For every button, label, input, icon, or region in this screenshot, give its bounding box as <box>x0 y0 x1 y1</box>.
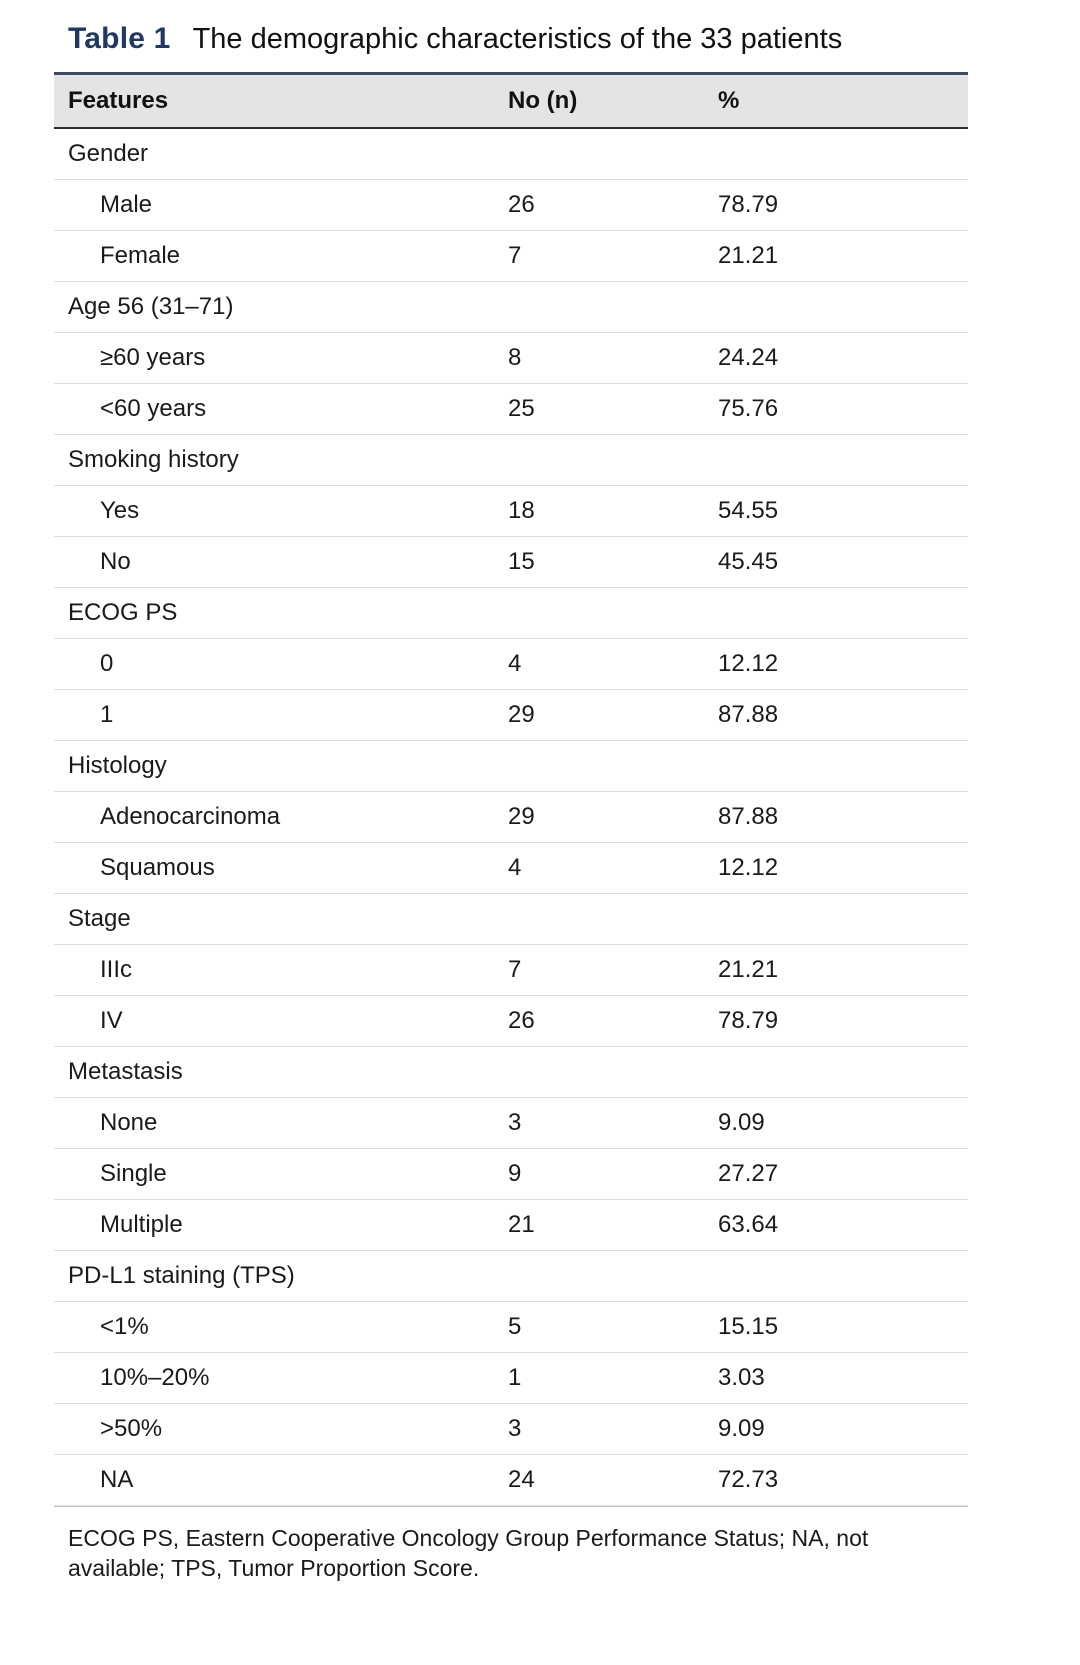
cell-percent: 87.88 <box>704 690 968 741</box>
cell-percent <box>704 588 968 639</box>
table-row <box>54 588 968 639</box>
cell-feature: ECOG PS <box>54 588 494 639</box>
cell-feature: Smoking history <box>54 435 494 486</box>
cell-percent: 24.24 <box>704 333 968 384</box>
cell-percent: 9.09 <box>704 1404 968 1455</box>
cell-feature: Single <box>54 1149 494 1200</box>
table-row <box>54 690 968 741</box>
table-row <box>54 537 968 588</box>
table-row <box>54 333 968 384</box>
table-row <box>54 486 968 537</box>
cell-feature: Female <box>54 231 494 282</box>
cell-feature: None <box>54 1098 494 1149</box>
cell-no: 18 <box>494 486 704 537</box>
table-row <box>54 639 968 690</box>
cell-percent <box>704 128 968 180</box>
cell-feature: PD-L1 staining (TPS) <box>54 1251 494 1302</box>
table-row <box>54 1404 968 1455</box>
table-row <box>54 128 968 180</box>
cell-percent <box>704 894 968 945</box>
cell-percent: 45.45 <box>704 537 968 588</box>
cell-percent: 12.12 <box>704 843 968 894</box>
cell-no <box>494 128 704 180</box>
cell-no: 29 <box>494 690 704 741</box>
cell-feature: NA <box>54 1455 494 1506</box>
table-caption: The demographic characteristics of the 33 patients <box>192 23 843 55</box>
cell-no: 7 <box>494 945 704 996</box>
cell-percent: 72.73 <box>704 1455 968 1506</box>
table-row <box>54 282 968 333</box>
cell-percent <box>704 1251 968 1302</box>
cell-percent: 75.76 <box>704 384 968 435</box>
cell-percent: 12.12 <box>704 639 968 690</box>
table-header <box>54 75 968 128</box>
cell-feature: ≥60 years <box>54 333 494 384</box>
cell-feature: 10%–20% <box>54 1353 494 1404</box>
cell-percent: 63.64 <box>704 1200 968 1251</box>
table-body <box>54 128 968 1506</box>
cell-feature: Gender <box>54 128 494 180</box>
cell-no: 3 <box>494 1098 704 1149</box>
demographics-table <box>54 75 968 1506</box>
table-row <box>54 741 968 792</box>
cell-feature: IV <box>54 996 494 1047</box>
cell-percent: 78.79 <box>704 996 968 1047</box>
cell-no: 25 <box>494 384 704 435</box>
table-row <box>54 231 968 282</box>
cell-feature: <1% <box>54 1302 494 1353</box>
cell-feature: Yes <box>54 486 494 537</box>
cell-percent: 21.21 <box>704 945 968 996</box>
table-row <box>54 945 968 996</box>
cell-percent: 87.88 <box>704 792 968 843</box>
cell-feature: 1 <box>54 690 494 741</box>
table-row <box>54 792 968 843</box>
cell-percent: 54.55 <box>704 486 968 537</box>
cell-no <box>494 741 704 792</box>
cell-no: 29 <box>494 792 704 843</box>
cell-no: 9 <box>494 1149 704 1200</box>
cell-no: 1 <box>494 1353 704 1404</box>
cell-percent: 9.09 <box>704 1098 968 1149</box>
table-row <box>54 1047 968 1098</box>
table-row <box>54 1251 968 1302</box>
cell-no <box>494 1047 704 1098</box>
cell-no <box>494 588 704 639</box>
column-header-no: No (n) <box>494 75 704 128</box>
cell-percent <box>704 1047 968 1098</box>
cell-feature: Squamous <box>54 843 494 894</box>
cell-percent: 27.27 <box>704 1149 968 1200</box>
column-header-percent: % <box>704 75 968 128</box>
table-row <box>54 1455 968 1506</box>
cell-percent: 78.79 <box>704 180 968 231</box>
cell-no: 24 <box>494 1455 704 1506</box>
cell-no: 4 <box>494 639 704 690</box>
cell-feature: Age 56 (31–71) <box>54 282 494 333</box>
cell-feature: Male <box>54 180 494 231</box>
table-number-label: Table 1 <box>68 22 171 55</box>
cell-percent: 15.15 <box>704 1302 968 1353</box>
cell-feature: Histology <box>54 741 494 792</box>
cell-feature: Multiple <box>54 1200 494 1251</box>
cell-no <box>494 435 704 486</box>
table-footnote: ECOG PS, Eastern Cooperative Oncology Group Performance Status; NA, not available; TPS, Tumor Proportion Score. <box>54 1506 968 1594</box>
table-row <box>54 1302 968 1353</box>
cell-no: 5 <box>494 1302 704 1353</box>
cell-no <box>494 282 704 333</box>
table-row <box>54 843 968 894</box>
table-header-row <box>54 75 968 128</box>
table-title <box>54 10 968 75</box>
table-row <box>54 1353 968 1404</box>
cell-no: 21 <box>494 1200 704 1251</box>
cell-feature: 0 <box>54 639 494 690</box>
cell-no: 26 <box>494 996 704 1047</box>
cell-feature: No <box>54 537 494 588</box>
cell-no: 7 <box>494 231 704 282</box>
cell-no: 3 <box>494 1404 704 1455</box>
cell-no: 15 <box>494 537 704 588</box>
cell-percent <box>704 282 968 333</box>
cell-feature: >50% <box>54 1404 494 1455</box>
column-header-features: Features <box>54 75 494 128</box>
table-row <box>54 180 968 231</box>
cell-feature: <60 years <box>54 384 494 435</box>
table-1 <box>54 10 968 1594</box>
cell-percent: 3.03 <box>704 1353 968 1404</box>
table-row <box>54 1098 968 1149</box>
table-row <box>54 384 968 435</box>
cell-percent: 21.21 <box>704 231 968 282</box>
cell-no: 4 <box>494 843 704 894</box>
table-row <box>54 435 968 486</box>
table-row <box>54 894 968 945</box>
cell-no: 26 <box>494 180 704 231</box>
cell-percent <box>704 741 968 792</box>
cell-feature: IIIc <box>54 945 494 996</box>
cell-no <box>494 894 704 945</box>
table-row <box>54 996 968 1047</box>
cell-no: 8 <box>494 333 704 384</box>
cell-percent <box>704 435 968 486</box>
cell-feature: Stage <box>54 894 494 945</box>
table-row <box>54 1200 968 1251</box>
table-row <box>54 1149 968 1200</box>
cell-feature: Metastasis <box>54 1047 494 1098</box>
cell-no <box>494 1251 704 1302</box>
cell-feature: Adenocarcinoma <box>54 792 494 843</box>
